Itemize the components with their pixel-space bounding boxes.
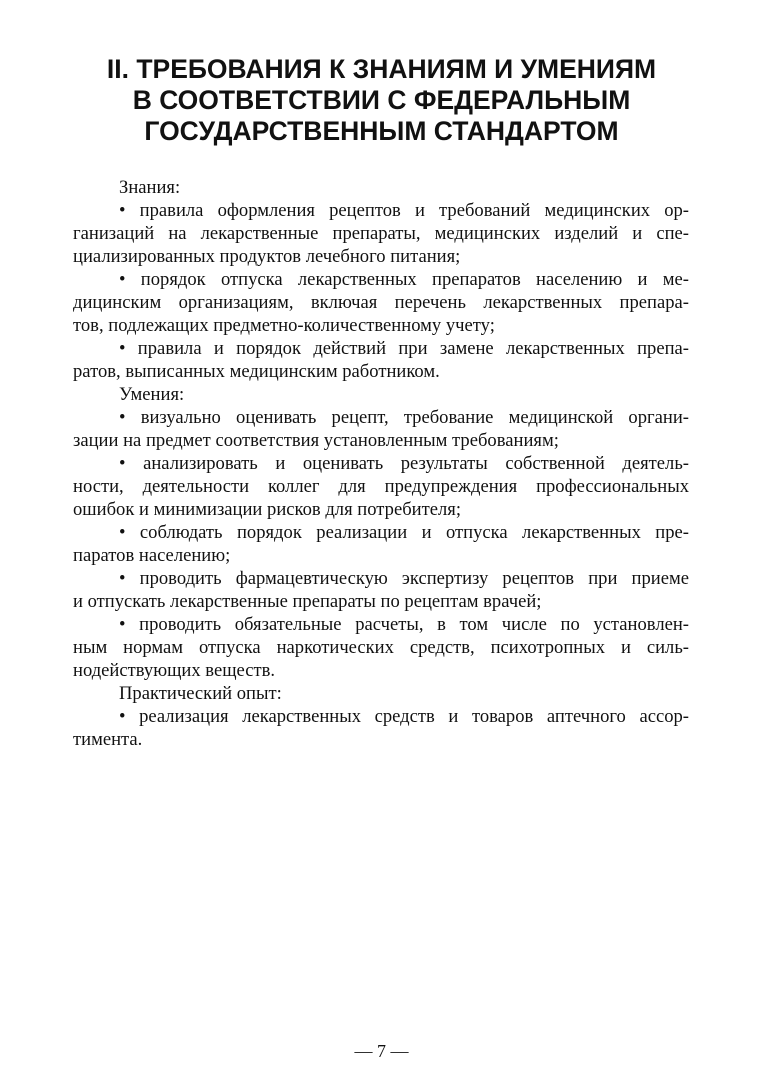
- text-line: паратов населению;: [73, 545, 231, 566]
- text-line: • анализировать и оценивать результаты собственной деятель-: [119, 453, 689, 474]
- text-line: циализированных продуктов лечебного питания;: [73, 246, 461, 267]
- text-line: • порядок отпуска лекарственных препаратов населению и ме-: [119, 269, 689, 290]
- text-line: зации на предмет соответствия установленным требованиям;: [73, 430, 559, 451]
- section-title-line: В СООТВЕТСТВИИ С ФЕДЕРАЛЬНЫМ: [132, 85, 631, 115]
- document-body: [73, 176, 689, 751]
- knowledge-heading: Знания:: [119, 177, 181, 198]
- text-line: и отпускать лекарственные препараты по рецептам врачей;: [73, 591, 542, 612]
- section-title: [60, 54, 703, 147]
- text-line: • правила оформления рецептов и требований медицинских ор-: [119, 200, 689, 221]
- practice-heading: Практический опыт:: [119, 683, 282, 704]
- text-line: • проводить фармацевтическую экспертизу рецептов при приеме: [119, 568, 689, 589]
- text-line: дицинским организациям, включая перечень лекарственных препара-: [73, 292, 689, 313]
- text-line: тимента.: [73, 729, 143, 750]
- skills-item: [73, 613, 689, 682]
- knowledge-item: [73, 337, 689, 383]
- page-number: — 7 —: [354, 1041, 409, 1061]
- skills-item: [73, 567, 689, 613]
- skills-heading: Умения:: [119, 384, 185, 405]
- text-line: ганизаций на лекарственные препараты, медицинских изделий и спе-: [73, 223, 689, 244]
- text-line: ошибок и минимизации рисков для потребителя;: [73, 499, 461, 520]
- section-title-line: ГОСУДАРСТВЕННЫМ СТАНДАРТОМ: [144, 116, 619, 146]
- text-line: тов, подлежащих предметно-количественному учету;: [73, 315, 495, 336]
- knowledge-item: [73, 199, 689, 268]
- text-line: ным нормам отпуска наркотических средств, психотропных и силь-: [73, 637, 689, 658]
- text-line: • правила и порядок действий при замене лекарственных препа-: [119, 338, 689, 359]
- knowledge-item: [73, 268, 689, 337]
- text-line: ратов, выписанных медицинским работником.: [73, 361, 440, 382]
- text-line: • соблюдать порядок реализации и отпуска лекарственных пре-: [119, 522, 689, 543]
- skills-item: [73, 406, 689, 452]
- practice-item: [73, 705, 689, 751]
- section-title-line: II. ТРЕБОВАНИЯ К ЗНАНИЯМ И УМЕНИЯМ: [106, 54, 657, 84]
- skills-item: [73, 452, 689, 521]
- text-line: нодействующих веществ.: [73, 660, 276, 681]
- text-line: ности, деятельности коллег для предупреждения профессиональных: [73, 476, 689, 497]
- text-line: • проводить обязательные расчеты, в том числе по установлен-: [119, 614, 689, 635]
- text-line: • реализация лекарственных средств и товаров аптечного ассор-: [119, 706, 689, 727]
- text-line: • визуально оценивать рецепт, требование медицинской органи-: [119, 407, 689, 428]
- skills-item: [73, 521, 689, 567]
